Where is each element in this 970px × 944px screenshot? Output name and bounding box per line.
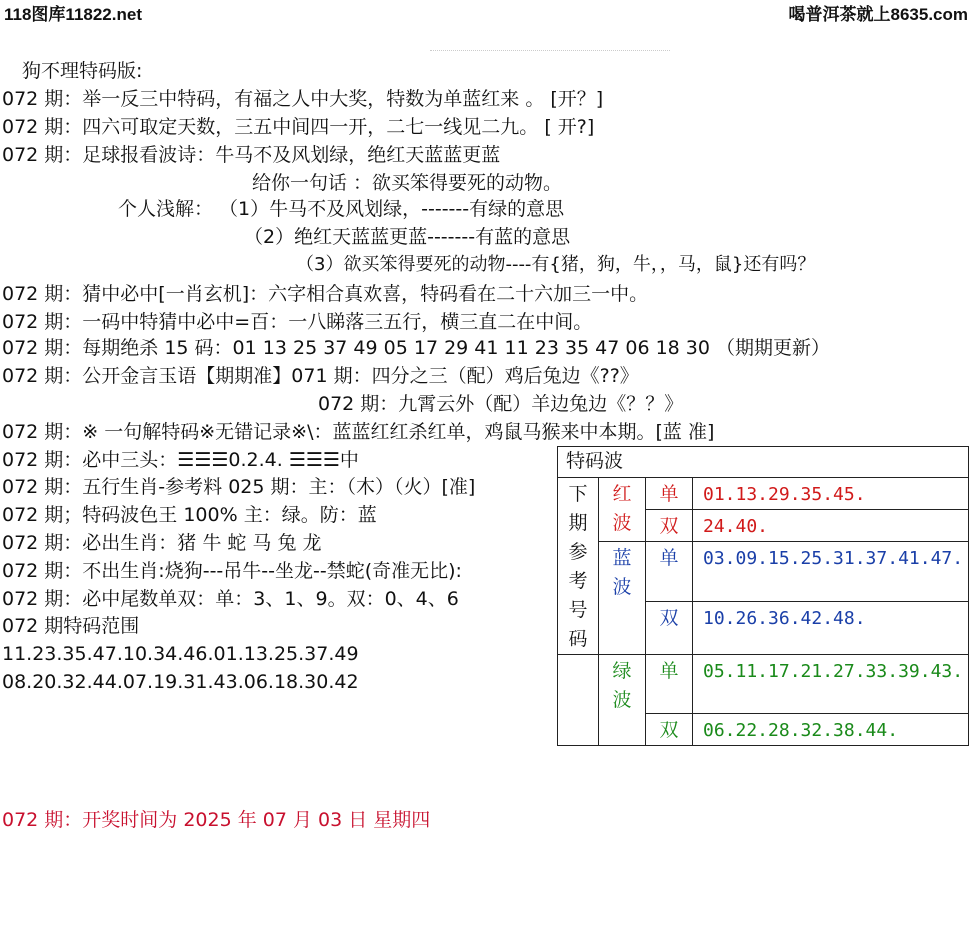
divider <box>430 50 670 51</box>
blue-wave-label: 蓝 波 <box>599 542 646 655</box>
blue-even-numbers: 10.26.36.42.48. <box>693 602 969 655</box>
text-line-16: 072 期；特码波色王 100% 主：绿。防：蓝 <box>2 504 377 526</box>
green-odd-label: 单 <box>646 655 693 714</box>
draw-time-footer: 072 期：开奖时间为 2025 年 07 月 03 日 星期四 <box>2 809 431 831</box>
blue-odd-numbers: 03.09.15.25.31.37.41.47. <box>693 542 969 602</box>
green-even-label: 双 <box>646 714 693 746</box>
green-even-numbers: 06.22.28.32.38.44. <box>693 714 969 746</box>
green-odd-numbers: 05.11.17.21.27.33.39.43. <box>693 655 969 714</box>
range-numbers-2: 08.20.32.44.07.19.31.43.06.18.30.42 <box>2 671 359 693</box>
range-numbers-1: 11.23.35.47.10.34.46.01.13.25.37.49 <box>2 643 359 665</box>
table-title: 特码波 <box>558 447 969 478</box>
side-label: 下 期 参 考 号 码 <box>558 478 599 655</box>
red-even-numbers: 24.40. <box>693 510 969 542</box>
red-odd-label: 单 <box>646 478 693 510</box>
text-line-11: 072 期：公开金言玉语【期期准】071 期：四分之三（配）鸡后兔边《??》 <box>2 365 639 387</box>
text-line-13: 072 期：※ 一句解特码※无错记录※\：蓝蓝红红杀红单，鸡鼠马猴来中本期。[蓝 准] <box>2 421 715 443</box>
text-line-7: （3）欲买笨得要死的动物----有{猪，狗，牛，，马，鼠}还有吗？ <box>296 254 816 275</box>
green-wave-label: 绿 波 <box>599 655 646 746</box>
red-even-label: 双 <box>646 510 693 542</box>
text-line-6: （2）绝红天蓝蓝更蓝-------有蓝的意思 <box>244 226 571 248</box>
red-wave-label: 红 波 <box>599 478 646 542</box>
red-odd-numbers: 01.13.29.35.45. <box>693 478 969 510</box>
text-line-5: 个人浅解： （1）牛马不及风划绿，-------有绿的意思 <box>118 198 565 220</box>
text-line-9: 072 期：一码中特猜中必中=百：一八睇落三五行，横三直二在中间。 <box>2 311 593 333</box>
text-line-18: 072 期：不出生肖:烧狗---吊牛--坐龙--禁蛇(奇准无比): <box>2 560 462 582</box>
text-line-3: 072 期：足球报看波诗：牛马不及风划绿，绝红天蓝蓝更蓝 <box>2 144 501 166</box>
text-line-4: 给你一句话 ：欲买笨得要死的动物。 <box>252 172 563 194</box>
wave-color-table <box>557 446 969 746</box>
text-line-17: 072 期：必出生肖：猪 牛 蛇 马 兔 龙 <box>2 532 322 554</box>
text-line-12: 072 期：九霄云外（配）羊边兔边《？？》 <box>318 393 684 415</box>
text-line-2: 072 期：四六可取定天数，三五中间四一开，二七一线见二九。 [ 开?] <box>2 116 595 138</box>
page-title: 狗不理特码版: <box>22 60 143 82</box>
side-label-blank <box>558 655 599 746</box>
text-line-8: 072 期：猜中必中[一肖玄机]：六字相合真欢喜，特码看在二十六加三一中。 <box>2 283 649 305</box>
sponsor-link[interactable]: 喝普洱茶就上8635.com <box>788 5 968 24</box>
site-logo-text[interactable]: 118图库11822.net <box>4 5 142 24</box>
text-line-15: 072 期：五行生肖-参考料 025 期：主：（木）（火）[准] <box>2 476 476 498</box>
blue-odd-label: 单 <box>646 542 693 602</box>
text-line-20: 072 期特码范围 <box>2 615 140 637</box>
text-line-14: 072 期：必中三头：☰☰☰0.2.4. ☰☰☰中 <box>2 449 359 471</box>
text-line-1: 072 期：举一反三中特码，有福之人中大奖，特数为单蓝红来 。 [开？] <box>2 88 604 110</box>
text-line-19: 072 期：必中尾数单双：单：3、1、9。双：0、4、6 <box>2 588 459 610</box>
blue-even-label: 双 <box>646 602 693 655</box>
text-line-10: 072 期：每期绝杀 15 码：01 13 25 37 49 05 17 29 41 11 23 35 47 06 18 30 （期期更新） <box>2 337 831 359</box>
